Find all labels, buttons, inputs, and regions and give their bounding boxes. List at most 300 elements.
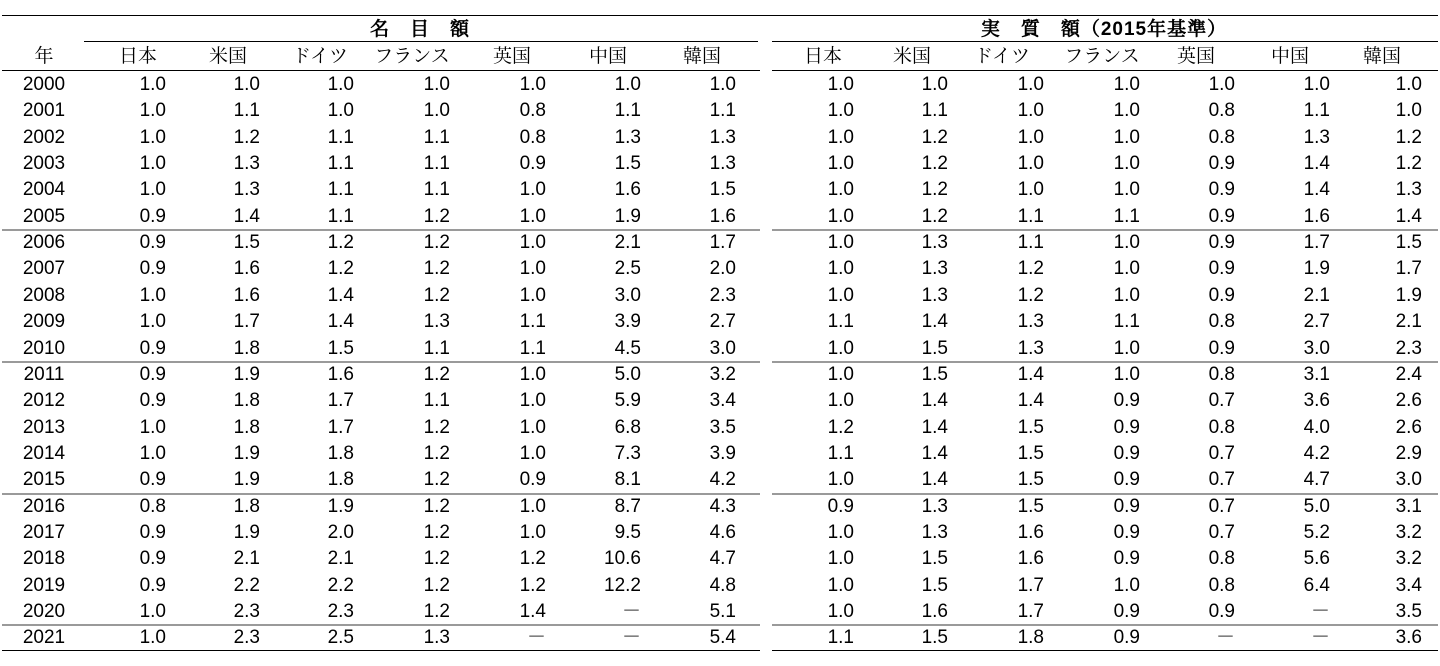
real-value-cell: 1.2	[1017, 258, 1044, 280]
real-value-cell: 1.1	[1113, 205, 1140, 227]
nominal-value-cell: 1.1	[709, 100, 736, 122]
real-value-cell: 1.0	[827, 232, 854, 254]
real-value-cell: 1.3	[921, 232, 948, 254]
year-cell: 2005	[22, 205, 66, 227]
nominal-value-cell: 3.0	[614, 284, 641, 306]
real-value-cell: 5.0	[1303, 495, 1330, 517]
nominal-value-cell: 1.2	[423, 416, 450, 438]
real-value-cell: 4.2	[1303, 442, 1330, 464]
nominal-group-title: 名 目 額	[369, 19, 470, 40]
nominal-value-cell: 0.8	[519, 100, 546, 122]
real-value-cell: 0.9	[1113, 495, 1140, 517]
nominal-value-cell: 12.2	[604, 574, 641, 596]
nominal-value-cell: 1.4	[327, 284, 354, 306]
real-value-cell: 1.2	[921, 179, 948, 201]
nominal-value-cell: 2.1	[233, 548, 260, 570]
nominal-value-cell: 1.2	[423, 205, 450, 227]
nominal-value-cell: 2.1	[614, 232, 641, 254]
nominal-bottom-rule	[2, 650, 760, 651]
year-cell: 2020	[22, 601, 66, 622]
nominal-value-cell: 1.0	[139, 416, 166, 438]
real-header-3: ドイツ	[973, 46, 1031, 67]
nominal-value-cell: 1.1	[423, 390, 450, 412]
real-value-cell: 1.0	[1113, 363, 1140, 385]
nominal-value-cell: 8.7	[614, 495, 641, 517]
nominal-value-cell: 4.6	[709, 521, 736, 543]
real-value-cell: 1.0	[827, 179, 854, 201]
real-value-cell: 1.0	[1113, 284, 1140, 306]
real-value-cell: 2.9	[1395, 442, 1422, 464]
real-value-cell: 3.1	[1395, 495, 1422, 517]
nominal-value-cell: 1.6	[233, 258, 260, 280]
real-value-cell: 0.9	[1113, 548, 1140, 570]
nominal-value-cell: 1.9	[233, 521, 260, 543]
real-value-cell: 1.0	[1017, 100, 1044, 122]
year-cell: 2004	[22, 179, 66, 201]
nominal-value-cell: 1.6	[327, 363, 354, 385]
real-value-cell: 1.3	[1017, 337, 1044, 359]
real-value-cell: 0.7	[1208, 495, 1235, 517]
nominal-value-cell: 1.3	[233, 153, 260, 175]
real-value-cell: 1.4	[1017, 363, 1044, 385]
nominal-value-cell: 1.4	[519, 601, 546, 622]
real-value-cell: 1.7	[1017, 601, 1044, 622]
year-cell: 2006	[22, 232, 66, 254]
real-value-cell: 1.6	[1017, 548, 1044, 570]
nominal-value-cell: 0.9	[519, 469, 546, 491]
nominal-value-cell: 2.3	[233, 627, 260, 649]
real-value-cell: 2.6	[1395, 416, 1422, 438]
real-value-cell: 1.0	[827, 521, 854, 543]
real-value-cell: 1.0	[1017, 153, 1044, 175]
nominal-value-cell: 1.0	[519, 205, 546, 227]
real-value-cell: 1.0	[827, 74, 854, 95]
year-cell: 2009	[22, 311, 66, 333]
real-value-cell: 1.0	[827, 126, 854, 148]
real-value-cell: 1.1	[1017, 232, 1044, 254]
real-value-cell: 1.6	[1303, 205, 1330, 227]
real-bottom-rule	[772, 650, 1438, 651]
nominal-value-cell: 1.2	[423, 469, 450, 491]
real-group-rule	[772, 41, 1438, 42]
real-value-cell: 5.2	[1303, 521, 1330, 543]
nominal-value-cell: 2.2	[327, 574, 354, 596]
real-value-cell: 0.9	[1113, 442, 1140, 464]
year-cell: 2013	[22, 416, 66, 438]
nominal-value-cell: 1.0	[139, 74, 166, 95]
nominal-header-2: 米国	[208, 46, 247, 67]
real-value-cell: 3.1	[1303, 363, 1330, 385]
nominal-group-separator	[2, 229, 760, 231]
nominal-value-cell: 6.8	[614, 416, 641, 438]
real-value-cell: 3.0	[1303, 337, 1330, 359]
nominal-value-cell: 1.0	[519, 495, 546, 517]
real-value-cell: 1.8	[1017, 627, 1044, 649]
nominal-value-cell: 5.4	[709, 627, 736, 649]
real-value-cell: 1.7	[1017, 574, 1044, 596]
nominal-value-cell: 1.5	[709, 179, 736, 201]
nominal-value-cell: 1.2	[423, 232, 450, 254]
real-value-cell: 1.6	[921, 601, 948, 622]
real-value-cell: －	[1310, 601, 1330, 622]
real-value-cell: 1.5	[921, 363, 948, 385]
nominal-value-cell: 1.7	[233, 311, 260, 333]
nominal-value-cell: 1.7	[709, 232, 736, 254]
year-cell: 2010	[22, 337, 66, 359]
real-value-cell: 1.2	[1017, 284, 1044, 306]
nominal-value-cell: 8.1	[614, 469, 641, 491]
real-value-cell: 1.0	[1113, 337, 1140, 359]
real-value-cell: 1.1	[921, 100, 948, 122]
real-value-cell: 1.4	[1303, 153, 1330, 175]
real-value-cell: 0.9	[1208, 284, 1235, 306]
real-value-cell: －	[1310, 627, 1330, 649]
nominal-value-cell: 1.0	[139, 627, 166, 649]
real-value-cell: 1.3	[1395, 179, 1422, 201]
real-value-cell: 1.0	[827, 153, 854, 175]
real-value-cell: 1.2	[921, 205, 948, 227]
nominal-value-cell: 1.0	[519, 416, 546, 438]
real-value-cell: 3.6	[1395, 627, 1422, 649]
real-value-cell: 0.8	[1208, 100, 1235, 122]
nominal-value-cell: 1.1	[614, 100, 641, 122]
real-value-cell: 1.1	[1113, 311, 1140, 333]
year-column-header: 年	[34, 46, 54, 67]
real-value-cell: 0.9	[1113, 416, 1140, 438]
nominal-value-cell: 1.0	[423, 100, 450, 122]
real-value-cell: 1.5	[1017, 469, 1044, 491]
nominal-value-cell: 1.9	[327, 495, 354, 517]
nominal-value-cell: 1.6	[614, 179, 641, 201]
nominal-value-cell: 4.5	[614, 337, 641, 359]
year-cell: 2000	[22, 74, 66, 95]
real-value-cell: 1.0	[1113, 153, 1140, 175]
nominal-value-cell: 2.5	[614, 258, 641, 280]
nominal-value-cell: 5.0	[614, 363, 641, 385]
real-value-cell: 1.0	[827, 363, 854, 385]
real-value-cell: 3.2	[1395, 548, 1422, 570]
real-value-cell: 3.2	[1395, 521, 1422, 543]
year-cell: 2014	[22, 442, 66, 464]
nominal-value-cell: 1.0	[519, 74, 546, 95]
real-value-cell: 1.2	[827, 416, 854, 438]
nominal-value-cell: 1.0	[139, 179, 166, 201]
real-value-cell: 0.9	[1208, 205, 1235, 227]
year-cell: 2002	[22, 126, 66, 148]
nominal-value-cell: 4.2	[709, 469, 736, 491]
nominal-value-cell: 1.1	[519, 311, 546, 333]
nominal-value-cell: 1.1	[327, 153, 354, 175]
nominal-value-cell: 1.0	[139, 311, 166, 333]
nominal-value-cell: 1.2	[519, 548, 546, 570]
nominal-value-cell: 2.3	[233, 601, 260, 622]
real-value-cell: 1.2	[921, 153, 948, 175]
nominal-value-cell: 1.9	[614, 205, 641, 227]
nominal-value-cell: 1.4	[327, 311, 354, 333]
nominal-value-cell: 1.8	[233, 337, 260, 359]
real-value-cell: 1.0	[827, 100, 854, 122]
nominal-value-cell: 4.3	[709, 495, 736, 517]
real-value-cell: 1.5	[921, 574, 948, 596]
real-value-cell: 1.0	[1113, 232, 1140, 254]
year-cell: 2012	[22, 390, 66, 412]
real-value-cell: 1.5	[1017, 495, 1044, 517]
nominal-value-cell: 1.3	[709, 126, 736, 148]
real-value-cell: 1.0	[827, 469, 854, 491]
real-value-cell: 1.5	[921, 548, 948, 570]
nominal-group-separator	[2, 361, 760, 363]
real-value-cell: 3.6	[1303, 390, 1330, 412]
real-value-cell: 1.2	[1395, 153, 1422, 175]
real-value-cell: 1.0	[921, 74, 948, 95]
year-cell: 2017	[22, 521, 66, 543]
nominal-value-cell: 2.3	[709, 284, 736, 306]
year-cell: 2016	[22, 495, 66, 517]
real-value-cell: 0.9	[1208, 258, 1235, 280]
nominal-value-cell: 1.0	[139, 153, 166, 175]
nominal-header-6: 中国	[588, 46, 627, 67]
nominal-header-4: フランス	[374, 46, 450, 67]
real-value-cell: 1.5	[921, 627, 948, 649]
nominal-value-cell: 1.8	[327, 469, 354, 491]
nominal-value-cell: 1.1	[327, 205, 354, 227]
nominal-value-cell: 1.0	[327, 100, 354, 122]
nominal-header-1: 日本	[118, 46, 157, 67]
real-group-separator	[772, 493, 1438, 495]
nominal-value-cell: 1.0	[139, 100, 166, 122]
year-cell: 2019	[22, 574, 66, 596]
nominal-value-cell: 1.5	[327, 337, 354, 359]
nominal-value-cell: 3.4	[709, 390, 736, 412]
real-value-cell: 1.7	[1395, 258, 1422, 280]
year-cell: 2018	[22, 548, 66, 570]
nominal-value-cell: 1.1	[423, 153, 450, 175]
real-value-cell: 0.9	[1113, 390, 1140, 412]
nominal-value-cell: 1.1	[327, 179, 354, 201]
nominal-value-cell: 1.0	[519, 179, 546, 201]
real-value-cell: －	[1215, 627, 1235, 649]
real-value-cell: 0.9	[1208, 601, 1235, 622]
nominal-value-cell: 9.5	[614, 521, 641, 543]
real-value-cell: 1.0	[1303, 74, 1330, 95]
real-value-cell: 2.1	[1303, 284, 1330, 306]
real-value-cell: 4.7	[1303, 469, 1330, 491]
real-value-cell: 1.1	[827, 442, 854, 464]
nominal-value-cell: 0.9	[139, 337, 166, 359]
real-header-1: 日本	[803, 46, 842, 67]
real-value-cell: 1.0	[1017, 126, 1044, 148]
nominal-value-cell: 1.0	[139, 126, 166, 148]
real-value-cell: 1.0	[1017, 179, 1044, 201]
nominal-value-cell: 1.8	[233, 416, 260, 438]
nominal-value-cell: 1.2	[423, 363, 450, 385]
nominal-value-cell: 1.2	[423, 548, 450, 570]
real-value-cell: 1.0	[827, 548, 854, 570]
nominal-value-cell: 2.2	[233, 574, 260, 596]
real-value-cell: 3.4	[1395, 574, 1422, 596]
nominal-value-cell: 2.3	[327, 601, 354, 622]
nominal-value-cell: 3.9	[709, 442, 736, 464]
real-value-cell: 1.1	[827, 311, 854, 333]
real-value-cell: 0.8	[1208, 363, 1235, 385]
real-group-separator	[772, 229, 1438, 231]
nominal-value-cell: 1.0	[139, 601, 166, 622]
nominal-value-cell: 2.5	[327, 627, 354, 649]
real-value-cell: 2.3	[1395, 337, 1422, 359]
nominal-value-cell: 1.3	[709, 153, 736, 175]
real-value-cell: 0.7	[1208, 469, 1235, 491]
nominal-value-cell: 2.0	[327, 521, 354, 543]
real-value-cell: 1.0	[1208, 74, 1235, 95]
year-cell: 2021	[22, 627, 66, 649]
real-value-cell: 2.4	[1395, 363, 1422, 385]
table-top-rule	[2, 15, 1438, 16]
year-cell: 2003	[22, 153, 66, 175]
nominal-value-cell: 1.0	[233, 74, 260, 95]
nominal-value-cell: 0.9	[519, 153, 546, 175]
nominal-value-cell: 1.8	[233, 390, 260, 412]
nominal-value-cell: 1.9	[233, 442, 260, 464]
real-value-cell: 0.8	[1208, 416, 1235, 438]
nominal-value-cell: 1.3	[423, 627, 450, 649]
real-value-cell: 1.1	[1017, 205, 1044, 227]
nominal-value-cell: －	[621, 601, 641, 622]
nominal-value-cell: 5.9	[614, 390, 641, 412]
real-value-cell: 0.8	[1208, 574, 1235, 596]
year-cell: 2007	[22, 258, 66, 280]
real-value-cell: 0.9	[1208, 337, 1235, 359]
nominal-value-cell: 1.2	[423, 521, 450, 543]
nominal-value-cell: 0.9	[139, 232, 166, 254]
nominal-value-cell: 1.2	[423, 442, 450, 464]
nominal-group-separator	[2, 493, 760, 495]
nominal-value-cell: 1.0	[519, 258, 546, 280]
real-value-cell: 1.0	[827, 205, 854, 227]
real-value-cell: 1.5	[1017, 442, 1044, 464]
real-value-cell: 1.0	[827, 337, 854, 359]
nominal-group-separator	[2, 624, 760, 626]
nominal-header-3: ドイツ	[291, 46, 349, 67]
real-group-separator	[772, 361, 1438, 363]
nominal-value-cell: 1.2	[423, 258, 450, 280]
real-value-cell: 0.9	[1113, 601, 1140, 622]
real-value-cell: 1.5	[921, 337, 948, 359]
real-value-cell: 1.0	[1395, 100, 1422, 122]
nominal-value-cell: 0.8	[519, 126, 546, 148]
nominal-value-cell: 1.8	[327, 442, 354, 464]
nominal-value-cell: 1.6	[709, 205, 736, 227]
nominal-value-cell: 1.2	[423, 601, 450, 622]
nominal-value-cell: 3.9	[614, 311, 641, 333]
nominal-value-cell: 1.8	[233, 495, 260, 517]
nominal-value-cell: 0.9	[139, 258, 166, 280]
real-value-cell: 0.7	[1208, 442, 1235, 464]
nominal-value-cell: 0.9	[139, 574, 166, 596]
real-header-7: 韓国	[1362, 46, 1401, 67]
real-value-cell: 1.0	[1113, 574, 1140, 596]
nominal-value-cell: 5.1	[709, 601, 736, 622]
real-value-cell: 0.8	[1208, 548, 1235, 570]
nominal-value-cell: 2.0	[709, 258, 736, 280]
real-value-cell: 1.4	[921, 469, 948, 491]
real-value-cell: 1.7	[1303, 232, 1330, 254]
real-value-cell: 1.3	[921, 495, 948, 517]
nominal-value-cell: 1.2	[233, 126, 260, 148]
real-value-cell: 0.7	[1208, 390, 1235, 412]
nominal-value-cell: 1.0	[139, 442, 166, 464]
nominal-value-cell: 1.0	[327, 74, 354, 95]
nominal-value-cell: －	[621, 627, 641, 649]
real-value-cell: 3.5	[1395, 601, 1422, 622]
nominal-value-cell: 1.7	[327, 390, 354, 412]
nominal-value-cell: 1.5	[614, 153, 641, 175]
nominal-value-cell: 1.0	[709, 74, 736, 95]
real-value-cell: 2.7	[1303, 311, 1330, 333]
real-value-cell: 1.0	[1113, 258, 1140, 280]
real-value-cell: 0.9	[1208, 232, 1235, 254]
nominal-value-cell: 1.1	[423, 179, 450, 201]
real-value-cell: 1.4	[921, 442, 948, 464]
year-cell: 2008	[22, 284, 66, 306]
real-value-cell: 1.9	[1395, 284, 1422, 306]
nominal-value-cell: 1.0	[519, 232, 546, 254]
real-header-4: フランス	[1064, 46, 1140, 67]
real-value-cell: 1.4	[1303, 179, 1330, 201]
real-value-cell: 0.9	[827, 495, 854, 517]
nominal-value-cell: 1.0	[519, 363, 546, 385]
real-value-cell: 1.3	[921, 521, 948, 543]
nominal-value-cell: 1.0	[139, 284, 166, 306]
real-value-cell: 1.0	[1395, 74, 1422, 95]
nominal-value-cell: 1.2	[423, 574, 450, 596]
nominal-value-cell: 1.0	[519, 390, 546, 412]
real-value-cell: 1.4	[1017, 390, 1044, 412]
real-value-cell: 1.0	[827, 390, 854, 412]
nominal-value-cell: 1.6	[233, 284, 260, 306]
nominal-value-cell: 3.2	[709, 363, 736, 385]
nominal-value-cell: 0.8	[139, 495, 166, 517]
real-value-cell: 1.0	[827, 284, 854, 306]
real-value-cell: 0.9	[1113, 521, 1140, 543]
real-value-cell: 1.3	[1017, 311, 1044, 333]
nominal-value-cell: 1.5	[233, 232, 260, 254]
real-header-2: 米国	[892, 46, 931, 67]
nominal-value-cell: 0.9	[139, 469, 166, 491]
real-group-title: 実 質 額（2015年基準）	[980, 19, 1228, 40]
nominal-value-cell: －	[526, 627, 546, 649]
real-value-cell: 1.3	[921, 284, 948, 306]
real-value-cell: 1.0	[1113, 100, 1140, 122]
nominal-value-cell: 1.1	[233, 100, 260, 122]
real-value-cell: 5.6	[1303, 548, 1330, 570]
nominal-value-cell: 1.1	[423, 126, 450, 148]
real-value-cell: 1.5	[1395, 232, 1422, 254]
real-value-cell: 1.3	[921, 258, 948, 280]
real-value-cell: 1.4	[921, 416, 948, 438]
nominal-value-cell: 1.3	[614, 126, 641, 148]
real-value-cell: 1.0	[1113, 74, 1140, 95]
nominal-value-cell: 1.9	[233, 469, 260, 491]
real-value-cell: 1.1	[1303, 100, 1330, 122]
nominal-value-cell: 1.2	[327, 232, 354, 254]
real-value-cell: 2.1	[1395, 311, 1422, 333]
real-value-cell: 1.9	[1303, 258, 1330, 280]
nominal-header-rule	[2, 70, 760, 71]
nominal-value-cell: 4.7	[709, 548, 736, 570]
real-value-cell: 4.0	[1303, 416, 1330, 438]
nominal-value-cell: 0.9	[139, 363, 166, 385]
real-value-cell: 1.0	[827, 258, 854, 280]
